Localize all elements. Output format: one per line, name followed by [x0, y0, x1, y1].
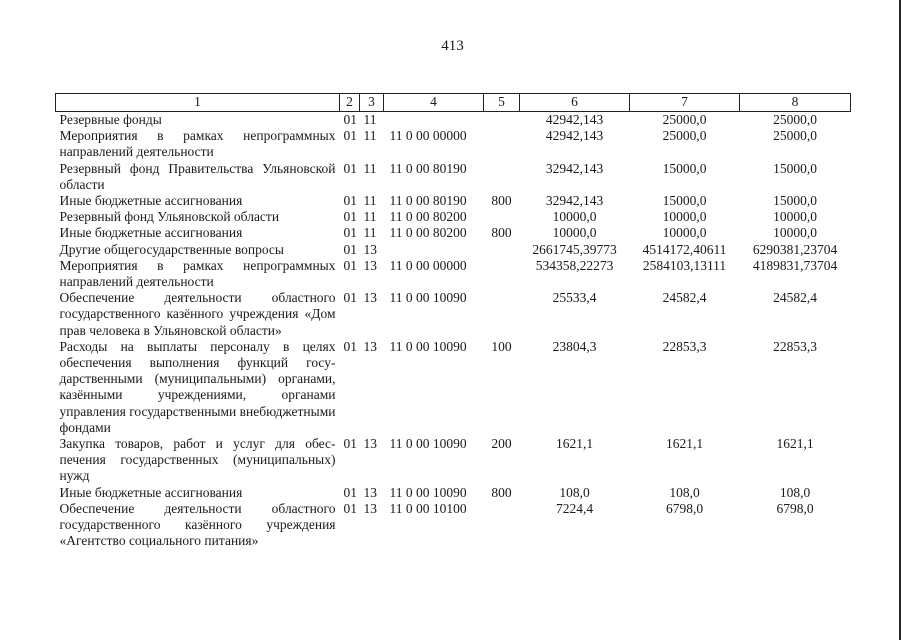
amount-col-6: 25533,4: [552, 290, 597, 306]
amount-col-8: 15000,0: [773, 160, 817, 176]
amount-col-6: 32942,143: [545, 160, 604, 176]
row-name: Резервный фонд Правительства Ульяновской области: [59, 160, 336, 192]
section-code: 01: [343, 128, 357, 144]
subsection-code: 13: [363, 290, 377, 306]
row-name: Иные бюджетные ассигнования: [59, 193, 243, 209]
section-code: 01: [343, 290, 357, 306]
subsection-code: 11: [363, 193, 377, 209]
target-article-code: 11 0 00 00000: [389, 257, 467, 273]
amount-col-8: 1621,1: [776, 436, 814, 452]
target-article-code: 11 0 00 10090: [389, 290, 467, 306]
row-name: Мероприятия в рамках непрограммных направлений деятельности: [59, 128, 336, 160]
row-name: Резервные фонды: [59, 112, 162, 127]
amount-col-6: 2661745,39773: [532, 241, 617, 257]
amount-col-8: 10000,0: [773, 225, 817, 241]
amount-col-7: 15000,0: [662, 160, 707, 176]
section-code: 01: [343, 112, 357, 127]
amount-col-6: 42942,143: [545, 112, 604, 127]
section-code: 01: [343, 160, 357, 176]
table-row: [56, 128, 851, 160]
table-row: [56, 225, 851, 241]
expense-type-code: [484, 128, 520, 160]
amount-col-8: 10000,0: [773, 209, 817, 225]
amount-col-7: 1621,1: [665, 436, 704, 452]
amount-col-7: 10000,0: [662, 225, 707, 241]
expense-type-code: [484, 501, 520, 550]
header-cell: 3: [360, 94, 384, 112]
subsection-code: 11: [363, 160, 377, 176]
amount-col-6: 10000,0: [552, 225, 597, 241]
table-row: [56, 193, 851, 209]
row-name: Обеспечение деятельности областного государственного казённого учреждения «Дом прав человека в Ульяновской области»: [59, 290, 336, 338]
subsection-code: 13: [363, 241, 377, 257]
section-code: 01: [343, 257, 357, 273]
table-row: [56, 209, 851, 225]
expense-type-code: [484, 161, 520, 193]
amount-col-6: 534358,22273: [535, 257, 614, 273]
row-name: Другие общегосударственные вопросы: [59, 241, 284, 257]
expense-type-code: [484, 112, 520, 129]
row-name: Иные бюджетные ассигнования: [59, 225, 243, 241]
amount-col-7: 24582,4: [662, 290, 707, 306]
section-code: 01: [343, 209, 357, 225]
section-code: 01: [343, 500, 357, 516]
amount-col-7: 10000,0: [662, 209, 707, 225]
subsection-code: 13: [363, 500, 377, 516]
header-cell: 4: [384, 94, 484, 112]
amount-col-8: 24582,4: [773, 290, 817, 306]
budget-table: [55, 93, 851, 549]
header-cell: 7: [630, 94, 740, 112]
row-name: Обеспечение деятельности областного государственного казённого учреждения «Агентство социального питания»: [59, 500, 336, 549]
header-cell: 6: [520, 94, 630, 112]
table-row: [56, 290, 851, 339]
amount-col-7: 25000,0: [662, 112, 707, 127]
header-cell: 2: [340, 94, 360, 112]
header-cell: 1: [56, 94, 340, 112]
expense-type-code: 800: [491, 193, 512, 209]
header-cell: 8: [740, 94, 851, 112]
table-row: [56, 501, 851, 550]
expense-type-code: 100: [491, 338, 512, 354]
expense-type-code: 800: [491, 225, 512, 241]
row-name: Резервный фонд Ульяновской области: [59, 209, 280, 225]
target-article-code: [384, 242, 484, 258]
subsection-code: 13: [363, 436, 377, 452]
expense-type-code: [484, 258, 520, 290]
amount-col-7: 6798,0: [665, 500, 704, 516]
table-row: [56, 485, 851, 501]
table-row: [56, 161, 851, 193]
amount-col-6: 32942,143: [545, 193, 604, 209]
subsection-code: 11: [363, 128, 377, 144]
amount-col-8: 4189831,73704: [752, 257, 838, 273]
amount-col-7: 22853,3: [662, 338, 707, 354]
target-article-code: 11 0 00 10100: [389, 500, 467, 516]
amount-col-7: 108,0: [669, 484, 700, 500]
row-name: Иные бюджетные ассигнования: [59, 484, 243, 500]
amount-col-7: 2584103,13111: [642, 257, 727, 273]
section-code: 01: [343, 338, 357, 354]
amount-col-7: 15000,0: [662, 193, 707, 209]
amount-col-8: 6798,0: [776, 500, 814, 516]
section-code: 01: [343, 241, 357, 257]
amount-col-8: 15000,0: [773, 193, 817, 209]
amount-col-8: 108,0: [779, 484, 811, 500]
table-row: [56, 258, 851, 290]
amount-col-8: 25000,0: [773, 128, 817, 144]
subsection-code: 11: [363, 209, 377, 225]
expense-type-code: [484, 290, 520, 339]
target-article-code: [384, 112, 484, 129]
target-article-code: 11 0 00 80200: [389, 225, 467, 241]
target-article-code: 11 0 00 10090: [389, 436, 467, 452]
target-article-code: 11 0 00 00000: [389, 128, 467, 144]
subsection-code: 11: [363, 112, 377, 127]
table-row: [56, 112, 851, 129]
amount-col-6: 1621,1: [555, 436, 594, 452]
table-row: [56, 436, 851, 485]
section-code: 01: [343, 225, 357, 241]
target-article-code: 11 0 00 80200: [389, 209, 467, 225]
expense-type-code: 800: [491, 484, 512, 500]
amount-col-6: 7224,4: [555, 500, 594, 516]
subsection-code: 11: [363, 225, 377, 241]
amount-col-7: 25000,0: [662, 128, 707, 144]
subsection-code: 13: [363, 484, 377, 500]
amount-col-6: 23804,3: [552, 338, 597, 354]
amount-col-8: 25000,0: [773, 112, 817, 127]
subsection-code: 13: [363, 257, 377, 273]
row-name: Закупка товаров, работ и услуг для обеспечения государственных (муниципальных) нужд: [59, 436, 336, 484]
table-row: [56, 242, 851, 258]
amount-col-8: 6290381,23704: [752, 241, 838, 257]
subsection-code: 13: [363, 338, 377, 354]
amount-col-6: 108,0: [559, 484, 590, 500]
header-cell: 5: [484, 94, 520, 112]
scan-edge-line: [899, 0, 901, 640]
table-row: [56, 339, 851, 436]
amount-col-7: 4514172,40611: [642, 241, 727, 257]
target-article-code: 11 0 00 10090: [389, 484, 467, 500]
row-name: Расходы на выплаты персоналу в целях обеспечения выполнения функций государственными (муниципальными) органами, казёнными учреждениями, органами управления государственными внебюджетными фондами: [59, 338, 336, 435]
section-code: 01: [343, 193, 357, 209]
target-article-code: 11 0 00 10090: [389, 338, 467, 354]
expense-type-code: [484, 242, 520, 258]
amount-col-8: 22853,3: [773, 338, 817, 354]
expense-type-code: 200: [491, 436, 512, 452]
row-name: Мероприятия в рамках непрограммных направлений деятельности: [59, 257, 336, 290]
amount-col-6: 42942,143: [545, 128, 604, 144]
amount-col-6: 10000,0: [552, 209, 597, 225]
section-code: 01: [343, 484, 357, 500]
target-article-code: 11 0 00 80190: [389, 193, 467, 209]
target-article-code: 11 0 00 80190: [389, 160, 467, 176]
table-header-row: [56, 94, 851, 112]
section-code: 01: [343, 436, 357, 452]
expense-type-code: [484, 209, 520, 225]
page-number: 413: [441, 38, 464, 54]
